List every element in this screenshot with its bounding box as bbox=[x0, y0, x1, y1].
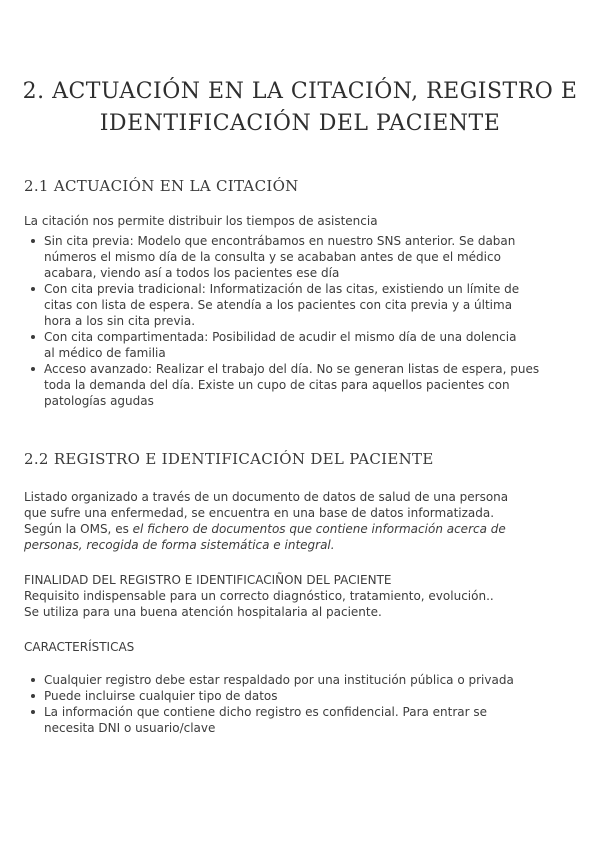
list-item bbox=[24, 281, 580, 329]
paragraph-line: Se utiliza para una buena atención hospitalaria al paciente. bbox=[24, 605, 382, 619]
oms-quote-part-1: el fichero de documentos que contiene información acerca de bbox=[132, 522, 506, 536]
list-item bbox=[24, 688, 580, 704]
list-item-line: Cualquier registro debe estar respaldado por una institución pública o privada bbox=[44, 673, 514, 687]
list-item-line: patologías agudas bbox=[44, 394, 154, 408]
list-item-line: La información que contiene dicho registro es confidencial. Para entrar se bbox=[44, 705, 488, 719]
section-intro-citacion: La citación nos permite distribuir los tiempos de asistencia bbox=[24, 214, 378, 228]
finalidad-block bbox=[24, 572, 584, 620]
finalidad-heading: FINALIDAD DEL REGISTRO E IDENTIFICACIÑON DEL PACIENTE bbox=[24, 573, 392, 587]
oms-definition bbox=[24, 521, 584, 537]
caracteristicas-heading: CARACTERÍSTICAS bbox=[24, 640, 135, 654]
paragraph-line: Listado organizado a través de un documento de datos de salud de una persona bbox=[24, 490, 509, 504]
list-item-line: acabara, viendo así a todos los pacientes ese día bbox=[44, 266, 340, 280]
list-item-line: Con cita compartimentada: Posibilidad de acudir el mismo día de una dolencia bbox=[44, 330, 517, 344]
list-item-line: necesita DNI o usuario/clave bbox=[44, 721, 216, 735]
list-item bbox=[24, 704, 580, 736]
list-item-line: Acceso avanzado: Realizar el trabajo del día. No se generan listas de espera, pues bbox=[44, 362, 540, 376]
list-item-line: Con cita previa tradicional: Informatización de las citas, existiendo un límite de bbox=[44, 282, 520, 296]
section-heading-citacion: 2.1 ACTUACIÓN EN LA CITACIÓN bbox=[24, 177, 299, 195]
list-item-line: citas con lista de espera. Se atendía a los pacientes con cita previa y a última bbox=[44, 298, 513, 312]
paragraph-line: que sufre una enfermedad, se encuentra en una base de datos informatizada. bbox=[24, 506, 495, 520]
list-item-line: hora a los sin cita previa. bbox=[44, 314, 196, 328]
characteristics-list bbox=[24, 672, 580, 736]
list-item bbox=[24, 672, 580, 688]
oms-prefix: Según la OMS, es bbox=[24, 522, 133, 536]
section-paragraph-registro bbox=[24, 489, 584, 553]
citation-types-list bbox=[24, 233, 580, 409]
list-item bbox=[24, 233, 580, 281]
list-item-line: Puede incluirse cualquier tipo de datos bbox=[44, 689, 278, 703]
list-item bbox=[24, 329, 580, 361]
page-title bbox=[20, 76, 580, 140]
list-item-line: toda la demanda del día. Existe un cupo de citas para aquellos pacientes con bbox=[44, 378, 510, 392]
list-item bbox=[24, 361, 580, 409]
page-title-line-1: 2. ACTUACIÓN EN LA CITACIÓN, REGISTRO E bbox=[22, 79, 578, 104]
page-title-line-2: IDENTIFICACIÓN DEL PACIENTE bbox=[99, 111, 501, 136]
paragraph-line: Requisito indispensable para un correcto diagnóstico, tratamiento, evolución.. bbox=[24, 589, 494, 603]
list-item-line: números el mismo día de la consulta y se acababan antes de que el médico bbox=[44, 250, 501, 264]
list-item-line: Sin cita previa: Modelo que encontrábamos en nuestro SNS anterior. Se daban bbox=[44, 234, 516, 248]
section-heading-registro: 2.2 REGISTRO E IDENTIFICACIÓN DEL PACIENTE bbox=[24, 450, 434, 468]
oms-definition-cont bbox=[24, 537, 584, 553]
oms-quote-part-2: personas, recogida de forma sistemática e integral. bbox=[24, 538, 335, 552]
list-item-line: al médico de familia bbox=[44, 346, 166, 360]
